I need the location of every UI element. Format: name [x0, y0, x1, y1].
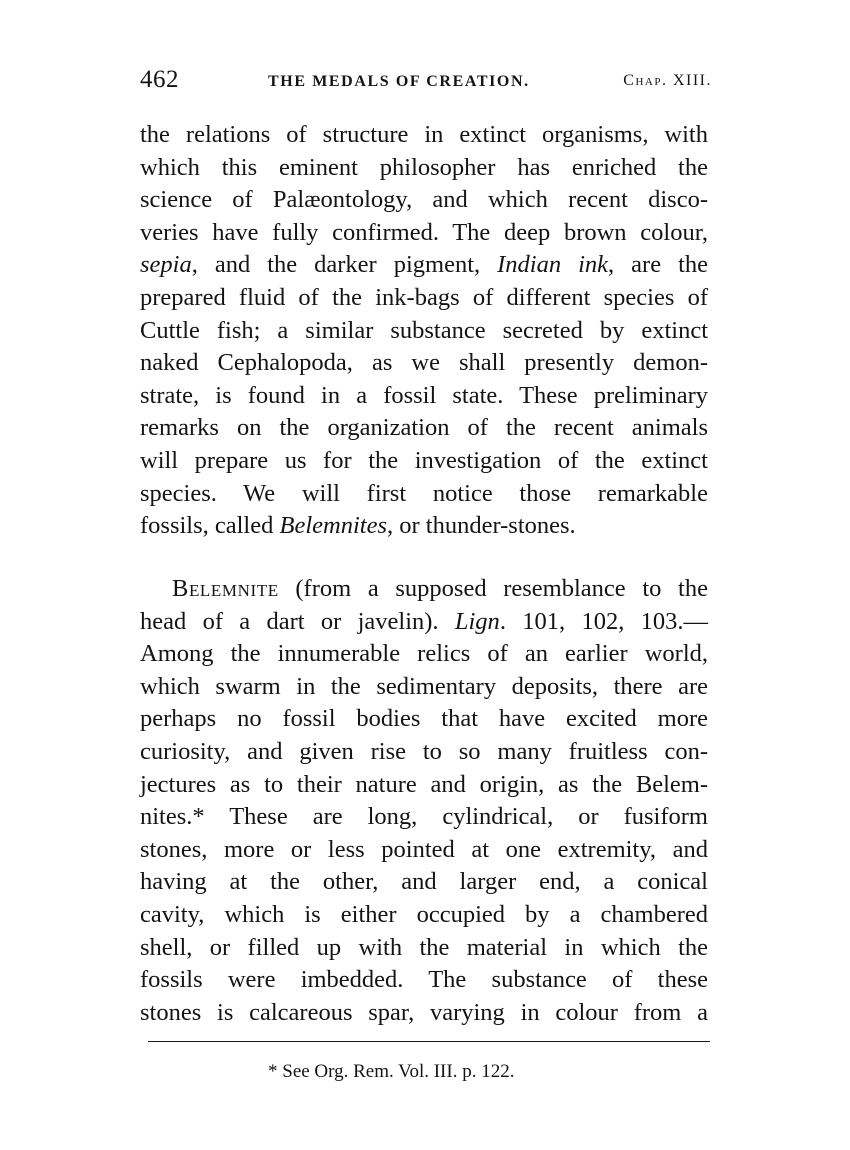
text-line: science of Palæontology, and which recent disco- [140, 186, 708, 214]
text-line: will prepare us for the investigation of the extinct [140, 446, 708, 474]
paragraph-1 [140, 119, 708, 543]
text-line: jectures as to their nature and origin, as the Belem- [140, 770, 708, 798]
text-line: naked Cephalopoda, as we shall presently demon- [140, 349, 708, 377]
text-line: prepared fluid of the ink-bags of different species of [140, 283, 708, 311]
text-line: fossils, called Belemnites, or thunder-stones. [140, 512, 576, 540]
text-line: stones, more or less pointed at one extremity, and [140, 835, 708, 863]
text-line: the relations of structure in extinct organisms, with [140, 121, 708, 148]
text-line: nites.* These are long, cylindrical, or fusiform [140, 803, 708, 831]
text-line: curiosity, and given rise to so many fruitless con- [140, 737, 708, 765]
text-line: strate, is found in a fossil state. These preliminary [140, 381, 708, 409]
text-line: perhaps no fossil bodies that have excited more [140, 705, 708, 733]
paragraph-2 [140, 573, 708, 1029]
text-line: which swarm in the sedimentary deposits, there are [140, 672, 708, 700]
section-lead-word: Belemnite [172, 575, 279, 602]
text-line: Among the innumerable relics of an earlier world, [140, 640, 708, 668]
text-line: cavity, which is either occupied by a chambered [140, 900, 708, 928]
text-line: stones is calcareous spar, varying in colour from a [140, 998, 708, 1026]
chapter-reference: Chap. XIII. [623, 72, 712, 89]
text-line: veries have fully confirmed. The deep brown colour, [140, 218, 708, 246]
page-header [140, 66, 712, 102]
footnote: * See Org. Rem. Vol. III. p. 122. [268, 1061, 515, 1082]
text-line: species. We will first notice those remarkable [140, 479, 708, 507]
text-line: sepia, and the darker pigment, Indian ink, are the [140, 251, 709, 279]
footnote-rule [148, 1041, 710, 1042]
running-title: THE MEDALS OF CREATION. [268, 73, 530, 90]
text-line: which this eminent philosopher has enriched the [140, 153, 708, 181]
text-line: having at the other, and larger end, a conical [140, 868, 708, 896]
text-line: remarks on the organization of the recent animals [140, 414, 708, 442]
text-line: head of a dart or javelin). Lign. 101, 102, 103.— [140, 607, 709, 635]
text-line: fossils were imbedded. The substance of these [140, 966, 708, 994]
text-line: shell, or filled up with the material in which the [140, 933, 708, 961]
page-number: 462 [140, 66, 179, 93]
text-line: Belemnite (from a supposed resemblance to the [172, 575, 708, 602]
text-line: Cuttle fish; a similar substance secreted by extinct [140, 316, 708, 344]
